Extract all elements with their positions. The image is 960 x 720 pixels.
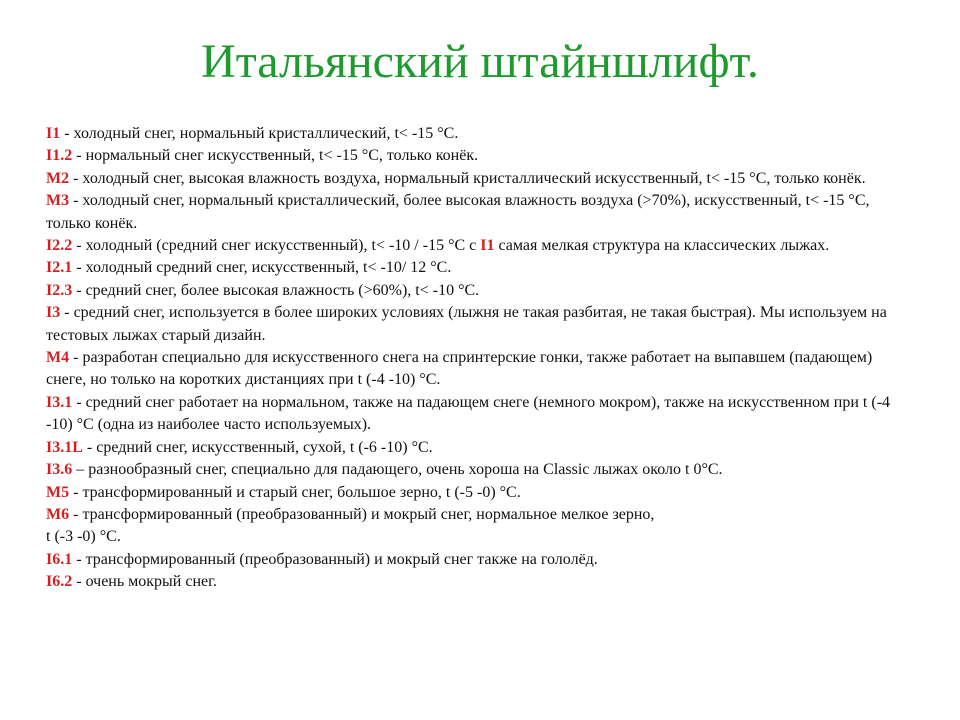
list-item: [46, 459, 916, 481]
grind-description: – разнообразный снег, специально для падающего, очень хороша на Classic лыжах около t 0°C.: [72, 461, 723, 479]
grind-description-continued: самая мелкая структура на классических лыжах.: [494, 237, 830, 255]
grind-code: I3.6: [46, 461, 73, 479]
grind-code: I2.2: [46, 237, 73, 255]
grind-description: - нормальный снег искусственный, t< -15 °C, только конёк.: [72, 147, 479, 165]
grind-code: I1.2: [46, 147, 73, 165]
list-item: [46, 571, 916, 593]
grind-description: - холодный снег, нормальный кристаллический, более высокая влажность воздуха (>70%), искусственный, t< -15 °C, только конёк.: [46, 192, 870, 232]
grind-code: M3: [46, 192, 70, 210]
grind-code: I3.1L: [46, 438, 83, 456]
list-item: [46, 257, 916, 279]
grind-description: - очень мокрый снег.: [72, 573, 217, 591]
list-item: [46, 302, 916, 347]
grind-code: M2: [46, 169, 70, 187]
grind-code: I6.2: [46, 573, 73, 591]
list-item: [46, 145, 916, 167]
grind-description: - трансформированный (преобразованный) и мокрый снег, нормальное мелкое зерно,: [69, 505, 655, 523]
grind-description: - холодный снег, нормальный кристаллический, t< -15 °C.: [60, 125, 459, 142]
list-item: [46, 190, 916, 235]
grind-description: - средний снег работает на нормальном, также на падающем снеге (немного мокром), также на искусственном при t (-4 -10) °C (одна из наиболее часто используемых).: [46, 393, 891, 434]
grind-code: I3.1: [46, 393, 73, 411]
list-item: [46, 347, 916, 392]
grind-code: I2.1: [46, 259, 73, 277]
grind-code: M6: [46, 505, 70, 523]
grind-description: - средний снег, используется в более широких условиях (лыжня не такая разбитая, не такая быстрая). Мы используем на тестовых лыжах старый дизайн.: [46, 304, 887, 344]
list-item: [46, 280, 916, 302]
grind-code: M5: [46, 483, 70, 501]
list-item: [46, 549, 916, 571]
grind-description: - холодный (средний снег искусственный), t< -10 / -15 °C с: [72, 237, 481, 255]
grind-code: I2.3: [46, 281, 73, 299]
list-item: [46, 392, 916, 437]
grind-code: I3: [46, 304, 61, 322]
list-item: [46, 168, 916, 190]
grind-code-reference: I1: [480, 237, 495, 255]
grind-description: - средний снег, более высокая влажность (>60%), t< -10 °C.: [72, 281, 480, 299]
list-item: [46, 123, 916, 145]
grind-description: - холодный снег, высокая влажность воздуха, нормальный кристаллический искусственный, t< -15 °C, только конёк.: [69, 169, 866, 187]
list-item: [46, 235, 916, 257]
grind-code: M4: [46, 349, 70, 367]
grind-code: I1: [46, 125, 61, 142]
list-item: [46, 482, 916, 504]
grind-description: - холодный средний снег, искусственный, t< -10/ 12 °C.: [72, 259, 452, 277]
list-item: [46, 437, 916, 459]
list-item-continuation: [46, 526, 916, 548]
grind-description: - трансформированный (преобразованный) и мокрый снег также на гололёд.: [72, 550, 598, 568]
grind-description: - трансформированный и старый снег, большое зерно, t (-5 -0) °C.: [69, 483, 521, 501]
list-item: [46, 504, 916, 526]
grind-description: - средний снег, искусственный, сухой, t (-6 -10) °C.: [82, 438, 433, 456]
grind-list: [46, 123, 916, 594]
grind-description: - разработан специально для искусственного снега на спринтерские гонки, также работает на выпавшем (падающем) снеге, но только на коротких дистанциях при t (-4 -10) °C.: [46, 349, 873, 389]
grind-code: I6.1: [46, 550, 73, 568]
grind-description-line2: t (-3 -0) °C.: [46, 528, 121, 546]
slide-title: Итальянский штайншлифт.: [201, 35, 759, 88]
